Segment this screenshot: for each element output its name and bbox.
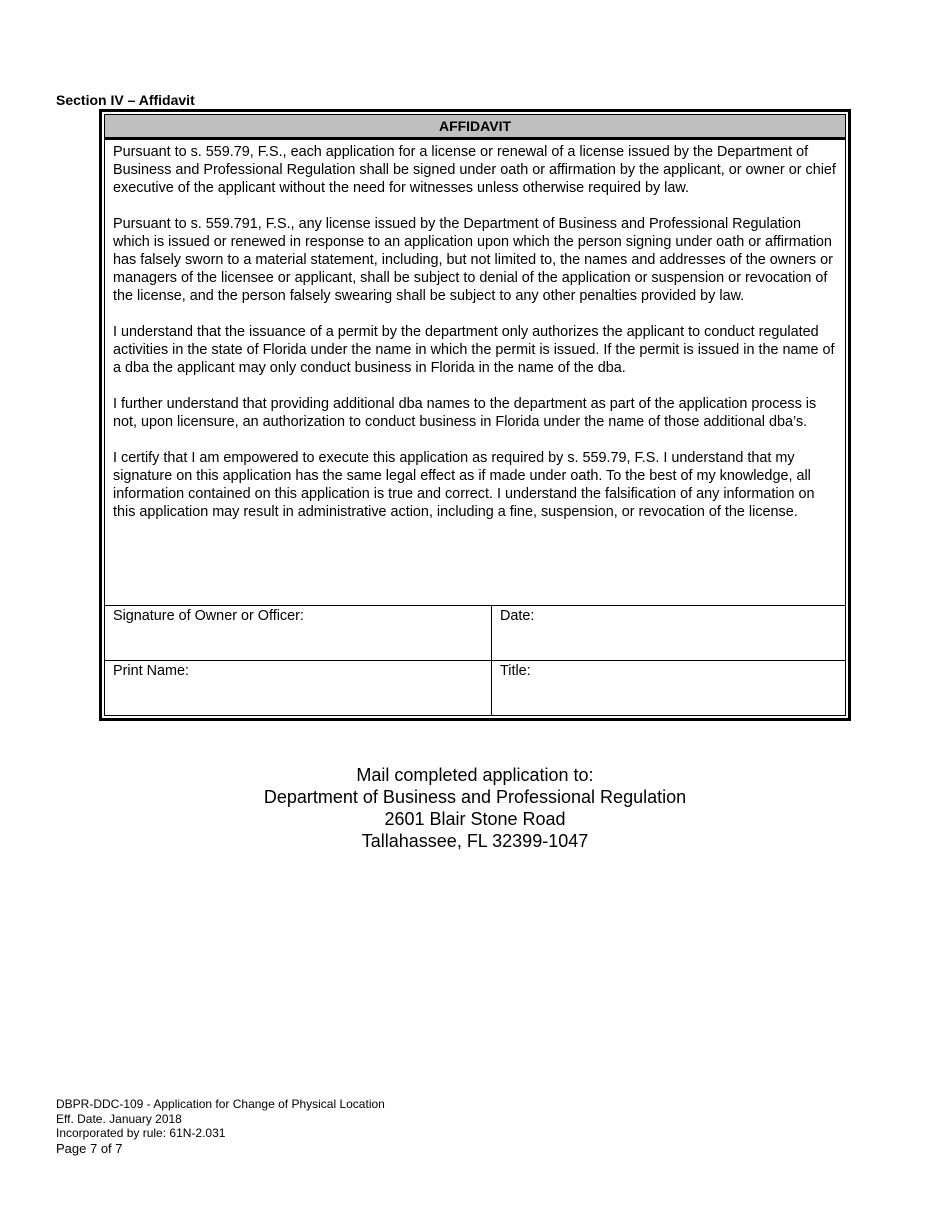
mailing-address [0, 764, 950, 852]
print-name-label: Print Name: [113, 663, 189, 679]
signature-field[interactable] [105, 606, 492, 661]
mail-department: Department of Business and Professional Regulation [263, 787, 687, 807]
footer [56, 1097, 385, 1157]
mail-street: 2601 Blair Stone Road [384, 809, 566, 829]
signature-row [105, 606, 845, 661]
effective-date: Eff. Date. January 2018 [56, 1111, 182, 1126]
form-id: DBPR-DDC-109 - Application for Change of Physical Location [56, 1097, 385, 1111]
signature-table [105, 605, 845, 715]
affidavit-paragraph-5: I certify that I am empowered to execute this application as required by s. 559.79, F.S. I understand that my signature on this application has the same legal effect as if made under oath. To the best of my knowledge, all information contained on this application is true and correct. I understand the falsification of any information on this application may result in administrative action, including a fine, suspension, or revocation of the license. [113, 450, 815, 520]
affidavit-paragraph-1: Pursuant to s. 559.79, F.S., each application for a license or renewal of a license issued by the Department of Business and Professional Regulation shall be signed under oath or affirmation by the applicant, or owner or chief executive of the applicant without the need for witnesses unless otherwise required by law. [113, 144, 836, 196]
affidavit-title: AFFIDAVIT [105, 115, 845, 140]
affidavit-inner [104, 114, 846, 716]
affidavit-body [105, 140, 845, 599]
mail-city: Tallahassee, FL 32399-1047 [361, 831, 589, 851]
rule-reference: Incorporated by rule: 61N-2.031 [56, 1126, 226, 1140]
signature-label: Signature of Owner or Officer: [113, 608, 304, 624]
page-number: Page 7 of 7 [56, 1140, 123, 1156]
date-label: Date: [500, 608, 535, 624]
title-field[interactable] [492, 661, 846, 716]
affidavit-paragraph-4: I further understand that providing additional dba names to the department as part of the application process is not, upon licensure, an authorization to conduct business in Florida under the name of those additional dba’s. [113, 396, 817, 430]
name-row [105, 661, 845, 716]
print-name-field[interactable] [105, 661, 492, 716]
affidavit-paragraph-2: Pursuant to s. 559.791, F.S., any license issued by the Department of Business and Professional Regulation which is issued or renewed in response to an application upon which the person signing under oath or affirmation has falsely sworn to a material statement, including, but not limited to, the names and addresses of the owners or managers of the licensee or applicant, shall be subject to denial of the application or suspension or revocation of the license, and the person falsely swearing shall be subject to any other penalties provided by law. [113, 216, 833, 304]
affidavit-paragraph-3: I understand that the issuance of a permit by the department only authorizes the applicant to conduct regulated activities in the state of Florida under the name in which the permit is issued. If the permit is issued in the name of a dba the applicant may only conduct business in Florida in the name of the dba. [113, 324, 835, 376]
title-label: Title: [500, 663, 531, 679]
affidavit-box [99, 109, 851, 721]
date-field[interactable] [492, 606, 846, 661]
section-heading: Section IV – Affidavit [56, 92, 195, 108]
mail-instruction: Mail completed application to: [356, 765, 594, 785]
